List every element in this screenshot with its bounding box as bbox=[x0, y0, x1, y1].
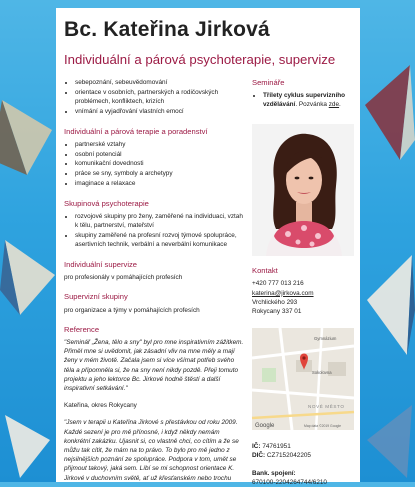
portrait-photo bbox=[252, 124, 354, 256]
list-item: • vnímání a vyjadřování vlastních emocí bbox=[75, 107, 246, 116]
seminar-name: Třílety cyklus supervizního vzdělávání bbox=[263, 92, 346, 109]
map-label: Sokolovna bbox=[312, 370, 332, 376]
origami-crane-icon bbox=[0, 90, 62, 180]
location-map[interactable] bbox=[252, 328, 354, 430]
map-label: NOVÉ MĚSTO bbox=[308, 404, 345, 410]
page-title: Bc. Kateřina Jirková bbox=[64, 18, 270, 41]
reference-author: Kateřina, okres Rokycany bbox=[64, 402, 137, 410]
section-title-seminars: Semináře bbox=[252, 78, 285, 87]
origami-crane-icon bbox=[0, 230, 60, 320]
origami-crane-icon bbox=[360, 60, 415, 170]
seminars-list bbox=[252, 91, 354, 109]
section-title-individual-supervision: Individuální supervize bbox=[64, 259, 138, 269]
map-label: Gymnázium bbox=[314, 336, 337, 342]
list-item: • rozvojové skupiny pro ženy, zaměřené na individuaci, vztah k tělu, partnerství, mateřství bbox=[75, 212, 246, 230]
company-id-label: IČ: bbox=[252, 443, 261, 451]
list-item: • Třílety cyklus supervizního vzdělávání. Pozvánka zde. bbox=[263, 91, 354, 109]
list-item: • práce se sny, symboly a archetypy bbox=[75, 169, 246, 178]
contact-email-link[interactable]: katerina@jirkova.com bbox=[252, 289, 314, 297]
individual-supervision-text: pro profesionály v pomáhajících profesích bbox=[64, 274, 183, 282]
reference-quote: "Seminář „Žena, tělo a sny" byl pro mne inspirativním zážitkem. Přiměl mne si uvědomit, jak zásadní vliv na mne měly a mají ženy v mém životě. Začala jsem si více všímat potřeb svého těla a připomněla si, že na sny není nikdy pozdě. Přeji tomuto projektu a jeho lektorce Bc. Jirkové hodně štěstí a další inspirativní setkávání." bbox=[64, 339, 244, 393]
list-item: • partnerské vztahy bbox=[75, 140, 246, 149]
intro-list bbox=[64, 78, 246, 116]
company-id-value: 74761951 bbox=[262, 443, 291, 451]
sidebar bbox=[252, 78, 354, 487]
origami-crane-icon bbox=[0, 410, 56, 480]
map-data-credit: Map data ©2019 Google bbox=[304, 424, 341, 429]
page-subtitle: Individuální a párová psychoterapie, supervize bbox=[64, 52, 336, 67]
list-item: • osobní potenciál bbox=[75, 150, 246, 159]
contact-street: Vrchlického 293 bbox=[252, 298, 298, 306]
individual-list bbox=[64, 140, 246, 188]
section-title-individual: Individuální a párová terapie a poradenství bbox=[64, 126, 208, 136]
origami-crane-icon bbox=[362, 400, 415, 480]
contact-phone: +420 777 013 216 bbox=[252, 280, 304, 288]
invitation-link[interactable]: zde bbox=[328, 101, 340, 109]
bank-label: Bank. spojení: bbox=[252, 469, 296, 477]
list-item: • sebepoznání, sebeuvědomování bbox=[75, 78, 246, 87]
section-title-reference: Reference bbox=[64, 324, 100, 334]
list-item: • orientace v osobních, partnerských a rodičovských problémech, konfliktech, krizích bbox=[75, 88, 246, 106]
section-title-team-supervision: Supervizní skupiny bbox=[64, 292, 128, 302]
google-logo: Google bbox=[255, 423, 275, 430]
list-item: • skupiny zaměřené na profesní rozvoj týmové spolupráce, asertivních technik, verbální a neverbální komunikace bbox=[75, 231, 246, 249]
reference-quote: "Jsem v terapii u Kateřina Jirkové s přestávkou od roku 2009. Každé sezení je pro mě přínosné, i když někdy nemám konkrétní zakázku. Ujasnit si, co vlastně chci, co cítím a že se můžu tak cítit, že mám na to právo. To bylo pro mě jedno z nejsilnějších poznání ze spolupráce. Podpora v tom, umět se přijmout takový, jaká sem. Líbí se mi schopnost orientace K. Jirkové v duchovním světě, ať už křesťanském nebo trochu bbox=[64, 419, 239, 482]
section-title-group: Skupinová psychoterapie bbox=[64, 198, 149, 208]
group-list bbox=[64, 212, 246, 249]
list-item: • imaginace a relaxace bbox=[75, 179, 246, 188]
vat-id-value: CZ7152042205 bbox=[266, 452, 311, 460]
section-title-contact: Kontakt bbox=[252, 266, 278, 276]
vat-id-label: DIČ: bbox=[252, 452, 266, 460]
portrait-image bbox=[252, 124, 354, 256]
page-card bbox=[56, 8, 360, 486]
main-content bbox=[64, 78, 246, 483]
contact-city: Rokycany 337 01 bbox=[252, 308, 302, 316]
list-item: • komunikační dovednosti bbox=[75, 159, 246, 168]
bank-account-value: 670100-2204264744/6210 bbox=[252, 478, 327, 486]
origami-crane-icon bbox=[362, 250, 415, 360]
map-canvas[interactable] bbox=[252, 328, 354, 430]
team-supervision-text: pro organizace a týmy v pomáhajících profesích bbox=[64, 306, 200, 314]
